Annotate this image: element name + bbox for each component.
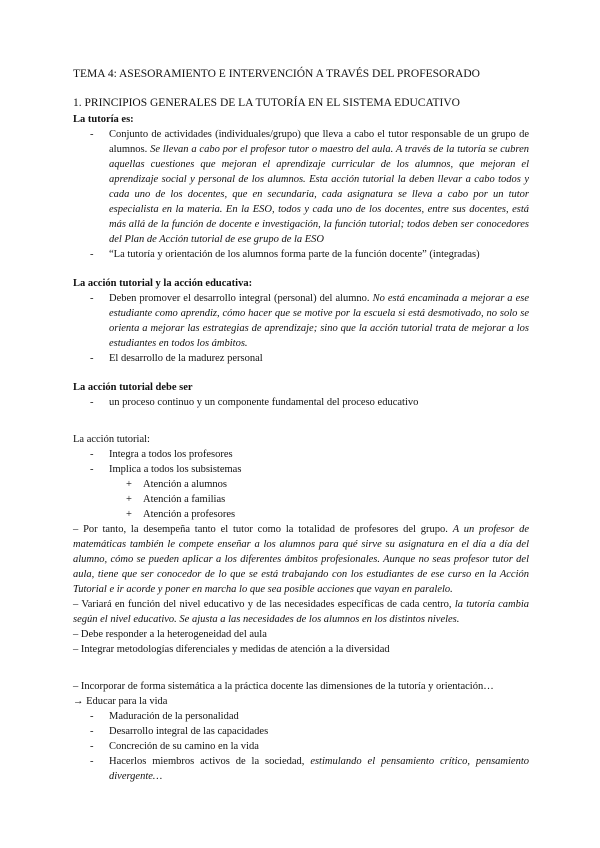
item-note: Se llevan a cabo por el profesor tutor o maestro del aula. A través de la tutoría se cubren aquellas cuestiones que mejoran el aprendizaje curricular de los alumnos, que mejoran el aprendizaje social y personal de los alumnos. Esta acción tutorial la deben llevar a cabo todos y cada uno de los docentes, que en secundaria, cada asignatura se lleva a cabo por un tutor especialista en la materia. En la ESO, todos y cada uno de los docentes, entre sus docentes, está más allá de la función de docente e investigación, la función tutorial; todos deben ser conocedores del Plan de Acción tutorial de ese grupo de la ESO	[109, 144, 529, 245]
list-item: - Implica a todos los subsistemas	[73, 462, 529, 477]
paragraph-metodologias: – Integrar metodologías diferenciales y medidas de atención a la diversidad	[73, 644, 390, 655]
list-item	[73, 291, 529, 351]
accion-educativa-label: La acción tutorial y la acción educativa:	[73, 278, 253, 289]
list-item	[73, 127, 529, 247]
educar-vida-list	[73, 709, 529, 784]
item-text: “La tutoría y orientación de los alumnos forma parte de la función docente” (integradas)	[109, 249, 480, 260]
list-item: - un proceso continuo y un componente fundamental del proceso educativo	[73, 395, 529, 410]
list-item	[73, 247, 529, 262]
accion-educativa-list	[73, 291, 529, 366]
paragraph-heterogeneidad: – Debe responder a la heterogeneidad del aula	[73, 629, 267, 640]
list-item	[73, 754, 529, 784]
document-page	[73, 64, 529, 784]
item-text: El desarrollo de la madurez personal	[109, 353, 263, 364]
accion-tutorial-list	[73, 447, 529, 477]
sub-list-item: + Atención a profesores	[73, 507, 529, 522]
paragraph-incorporar: – Incorporar de forma sistemática a la práctica docente las dimensiones de la tutoría y orientación…	[73, 681, 494, 692]
accion-tutorial-label: La acción tutorial:	[73, 434, 150, 445]
subsistemas-list	[73, 477, 529, 522]
sub-list-item: + Atención a alumnos	[73, 477, 529, 492]
list-item: - Desarrollo integral de las capacidades	[73, 724, 529, 739]
document-title: TEMA 4: ASESORAMIENTO E INTERVENCIÓN A TRAVÉS DEL PROFESORADO	[73, 68, 480, 80]
debe-ser-list	[73, 395, 529, 410]
paragraph-note: A un profesor de matemáticas también le compete enseñar a los alumnos para qué sirve su asignatura en el día a día del alumno, cómo se pueden aplicar a los diferentes ámbitos profesionales. Aunque no seas profesor tutor del aula, tiene que ser conocedor de lo que se está trabajando con los estudiantes de ese curso en la Acción Tutorial e ir acorde y poner en marcha lo que sea posible acciones que vayan en paralelo.	[73, 524, 529, 595]
paragraph-note: la tutoría cambia según el nivel educativo. Se ajusta a las necesidades de los alumnos en los distintos niveles.	[73, 599, 529, 625]
list-item	[73, 351, 529, 366]
section-heading: 1. PRINCIPIOS GENERALES DE LA TUTORÍA EN EL SISTEMA EDUCATIVO	[73, 97, 460, 109]
debe-ser-label: La acción tutorial debe ser	[73, 382, 193, 393]
paragraph-text: – Variará en función del nivel educativo y de las necesidades específicas de cada centro,	[73, 599, 455, 610]
paragraph-text: – Por tanto, la desempeña tanto el tutor como la totalidad de profesores del grupo.	[73, 524, 453, 535]
item-note: estimulando el pensamiento crítico, pensamiento divergente…	[109, 756, 530, 782]
list-item: - Integra a todos los profesores	[73, 447, 529, 462]
paragraph-por-tanto	[73, 522, 529, 597]
list-item: - Concreción de su camino en la vida	[73, 739, 529, 754]
list-item: - Maduración de la personalidad	[73, 709, 529, 724]
item-text: Hacerlos miembros activos de la sociedad,	[109, 756, 311, 767]
item-text: Conjunto de actividades (individuales/grupo) que lleva a cabo el tutor responsable de un grupo de alumnos.	[109, 129, 529, 155]
item-text: Deben promover el desarrollo integral (personal) del alumno.	[109, 293, 373, 304]
paragraph-variara	[73, 597, 529, 627]
sub-list-item: + Atención a familias	[73, 492, 529, 507]
tutoria-es-label: La tutoría es:	[73, 114, 134, 125]
paragraph-educar: → Educar para la vida	[73, 696, 168, 707]
item-note: No está encaminada a mejorar a ese estudiante como aprendiz, cómo hacer que se motive por la escuela si está desmotivado, no solo se orienta a mejorar las estrategias de aprendizaje; sino que la acción tutorial trata de mejorar a los estudiantes en todos los ámbitos.	[109, 293, 529, 349]
tutoria-es-list	[73, 127, 529, 262]
